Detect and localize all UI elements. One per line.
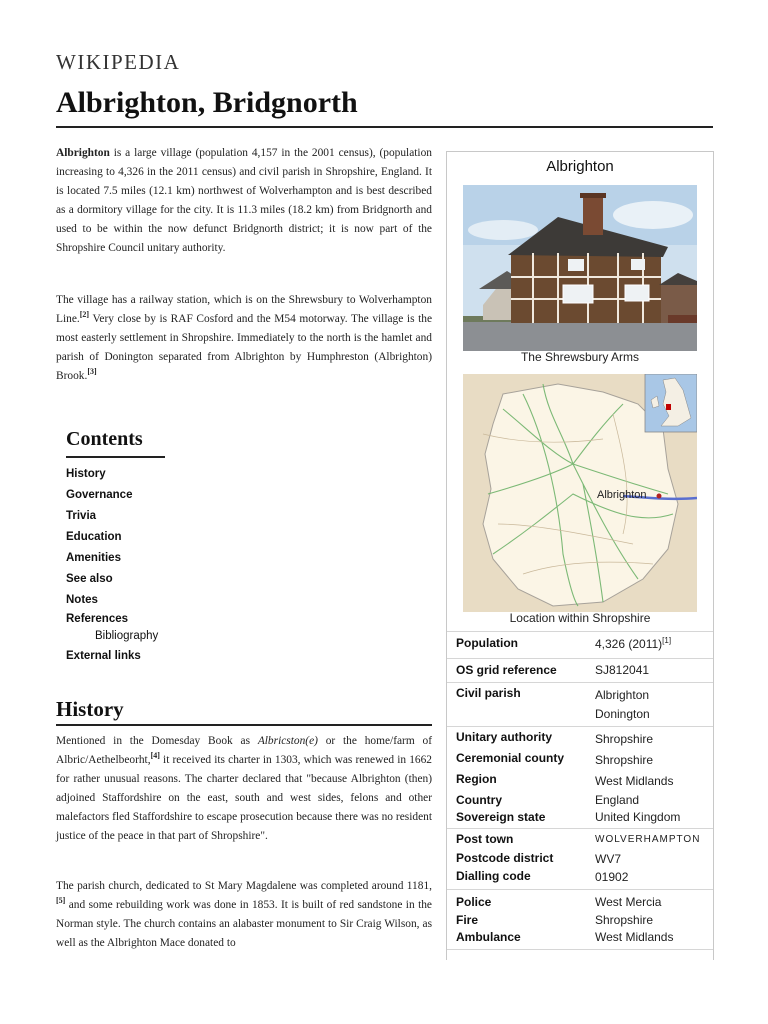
ceremonial-county-value[interactable]: Shropshire [595, 753, 654, 767]
sovereign-state-label[interactable]: Sovereign state [456, 810, 546, 824]
toc-item-trivia[interactable]: Trivia [66, 510, 97, 522]
wikipedia-logo[interactable]: WIKIPEDIA [56, 50, 181, 74]
infobox-separator [447, 726, 713, 727]
intro-paragraph-1 [56, 144, 432, 258]
police-label[interactable]: Police [456, 895, 492, 909]
toc-item-references[interactable]: References [66, 613, 129, 625]
police-value[interactable]: West Mercia [595, 895, 662, 909]
article-subject-bold: Albrighton [56, 147, 110, 159]
photo-caption: The Shrewsbury Arms [520, 350, 640, 364]
population-value [595, 636, 671, 651]
intro-paragraph-2-text-b: Very close by is RAF Cosford and the M54 motorway. The village is the most easterly settlement in Shropshire. Immediately to the north is the hamlet and parish of Donington separated from Albrighton by Humphreston (Albrighton) Brook. [56, 313, 432, 382]
citation-ref-5[interactable]: [5] [56, 896, 66, 906]
postcode-district-value[interactable]: WV7 [595, 852, 622, 866]
historic-name-italic: Albricston(e) [257, 735, 318, 747]
intro-paragraph-2 [56, 291, 432, 386]
population-label: Population [456, 636, 518, 650]
citation-ref-1[interactable]: [1] [662, 636, 672, 645]
fire-label[interactable]: Fire [456, 913, 479, 927]
toc-item-notes[interactable]: Notes [66, 594, 98, 606]
unitary-authority-label[interactable]: Unitary authority [456, 730, 553, 744]
history-paragraph-1-text-b: or the home/farm of Albric/Aethelbeorht, [56, 735, 432, 766]
toc-item-external-links[interactable]: External links [66, 650, 141, 662]
infobox [446, 151, 714, 960]
civil-parish-value-2[interactable]: Donington [595, 707, 650, 721]
infobox-separator [447, 658, 713, 659]
shrewsbury-arms-photo[interactable] [463, 185, 697, 351]
ambulance-value[interactable]: West Midlands [595, 930, 674, 944]
ceremonial-county-label[interactable]: Ceremonial county [456, 751, 565, 765]
page-title: Albrighton, Bridgnorth [56, 86, 358, 119]
country-label[interactable]: Country [456, 793, 502, 807]
region-value[interactable]: West Midlands [595, 774, 674, 788]
toc-divider [66, 456, 165, 458]
toc-subitem-bibliography[interactable]: Bibliography [95, 630, 159, 642]
history-divider [56, 724, 432, 726]
title-divider [56, 126, 713, 128]
sovereign-state-value[interactable]: United Kingdom [595, 810, 681, 824]
infobox-separator [447, 889, 713, 890]
toc-item-history[interactable]: History [66, 468, 106, 480]
infobox-separator [447, 682, 713, 683]
unitary-authority-value[interactable]: Shropshire [595, 732, 654, 746]
dialling-code-label[interactable]: Dialling code [456, 869, 531, 883]
infobox-title: Albrighton [546, 158, 614, 175]
shropshire-location-map[interactable] [463, 374, 697, 612]
history-paragraph-1 [56, 732, 432, 846]
history-paragraph-1-text-c: it received its charter in 1303, which was renewed in 1662 for rather unusual reasons. The charter declared that "because Albrighton (then) adjoined Staffordshire on the east, south and west sides, felons and other malefactors fled Staffordshire to escape prosecution because there was no resident justice of the peace in that part of Shropshire". [56, 754, 432, 842]
map-caption: Location within Shropshire [509, 611, 651, 625]
intro-paragraph-1-text: is a large village (population 4,157 in the 2001 census), (population increasing to 4,326 in the 2011 census) and civil parish in Shropshire, England. It is located 7.5 miles (12.1 km) northwest of Wolverhampton and is best described as a dormitory village for the city. It is 11.3 miles (18.2 km) from Bridgnorth and used to be within the now defunct Bridgnorth district; it is now part of the Shropshire Council unitary authority. [56, 147, 432, 254]
fire-value[interactable]: Shropshire [595, 913, 654, 927]
population-value-text: 4,326 (2011) [595, 637, 663, 651]
region-label[interactable]: Region [456, 772, 497, 786]
post-town-value: WOLVERHAMPTON [595, 834, 701, 845]
os-grid-value[interactable]: SJ812041 [595, 663, 650, 677]
infobox-separator [447, 828, 713, 829]
ambulance-label[interactable]: Ambulance [456, 930, 521, 944]
history-paragraph-1-text-a: Mentioned in the Domesday Book as [56, 735, 258, 747]
postcode-district-label[interactable]: Postcode district [456, 851, 554, 865]
history-paragraph-2-text-b: and some rebuilding work was done in 1853. It is built of red sandstone in the Norman style. The church contains an alabaster monument to Sir Craig Wilson, as well as the Albrighton Mace donated to [56, 899, 432, 949]
map-marker-label: Albrighton [597, 489, 647, 501]
citation-ref-4[interactable]: [4] [150, 751, 160, 761]
toc-item-amenities[interactable]: Amenities [66, 552, 121, 564]
infobox-separator [447, 631, 713, 632]
toc-title: Contents [66, 428, 143, 450]
country-value[interactable]: England [595, 793, 640, 807]
toc-item-education[interactable]: Education [66, 531, 122, 543]
intro-paragraph-2-text-a: The village has a railway station, which is on the Shrewsbury to Wolverhampton Line. [56, 294, 432, 325]
toc-item-governance[interactable]: Governance [66, 489, 133, 501]
citation-ref-3[interactable]: [3] [87, 367, 97, 377]
table-of-contents [66, 428, 246, 667]
infobox-separator [447, 949, 713, 950]
post-town-label[interactable]: Post town [456, 832, 514, 846]
dialling-code-value: 01902 [595, 870, 629, 884]
os-grid-label[interactable]: OS grid reference [456, 663, 557, 677]
civil-parish-value-1[interactable]: Albrighton [595, 688, 650, 702]
history-heading: History [56, 697, 124, 721]
history-paragraph-2 [56, 877, 432, 953]
toc-item-see-also[interactable]: See also [66, 573, 113, 585]
civil-parish-label[interactable]: Civil parish [456, 686, 521, 700]
citation-ref-2[interactable]: [2] [79, 310, 90, 320]
history-paragraph-2-text-a: The parish church, dedicated to St Mary Magdalene was completed around 1181, [56, 880, 432, 892]
